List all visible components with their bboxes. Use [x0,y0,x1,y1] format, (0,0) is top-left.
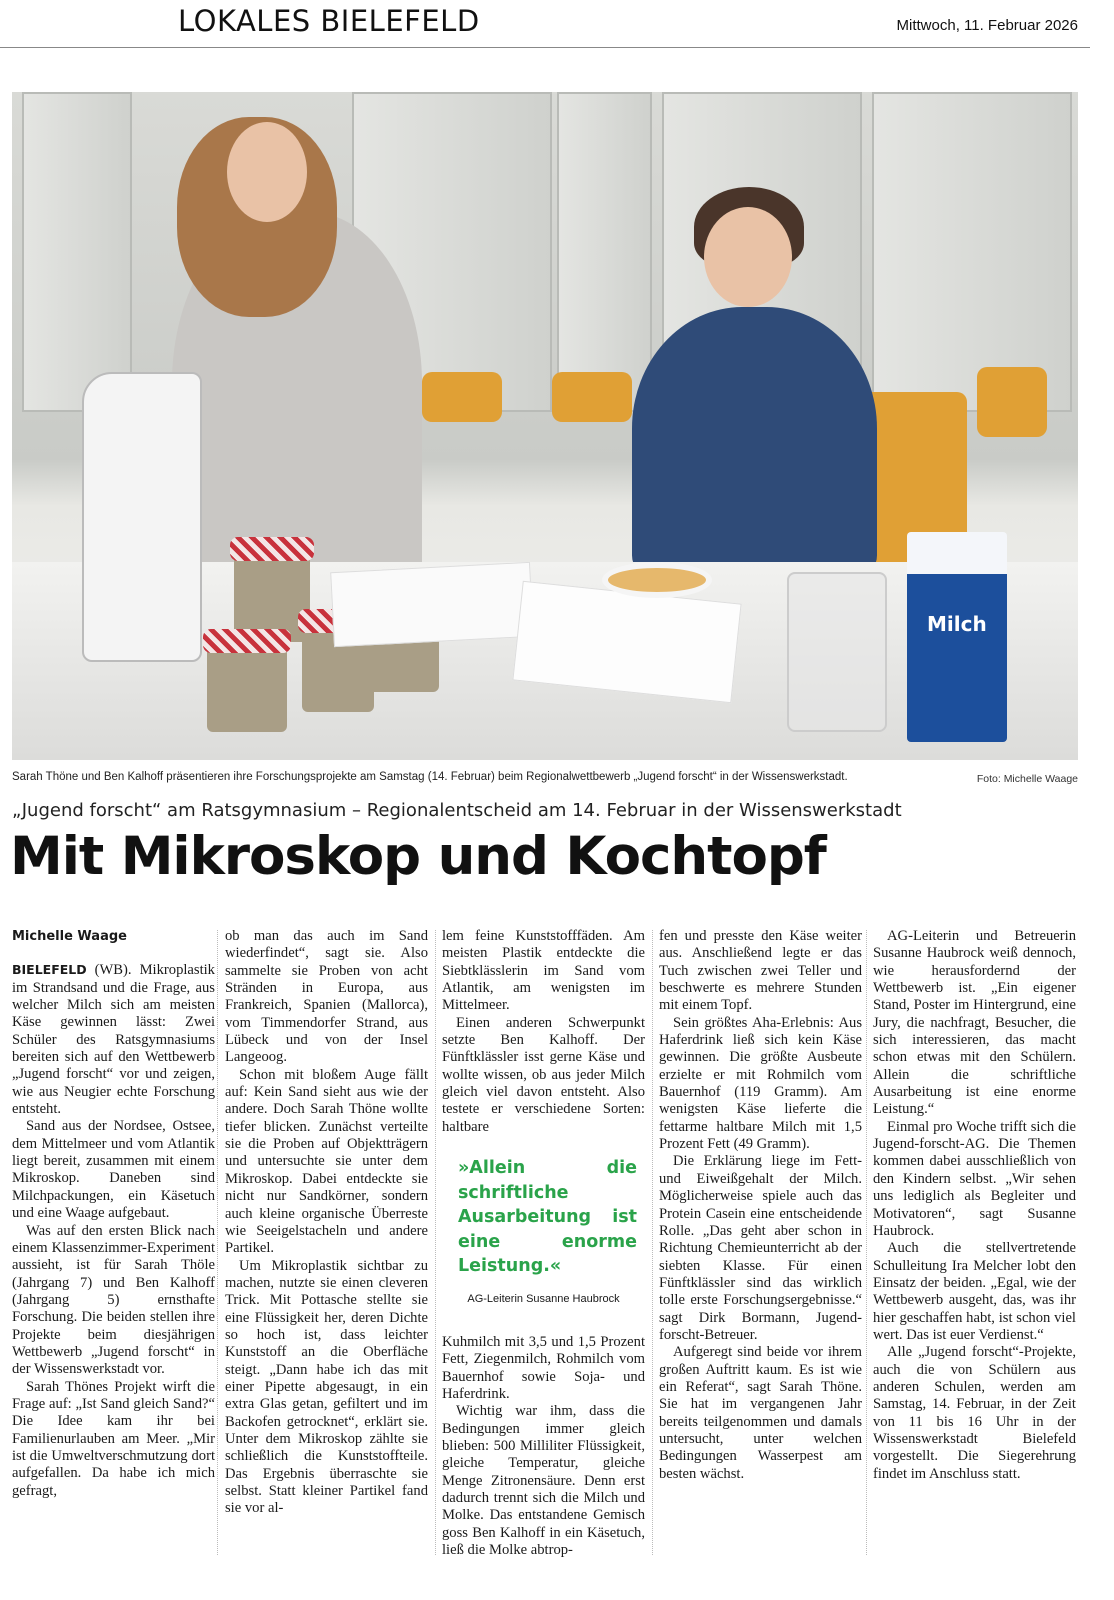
issue-date: Mittwoch, 11. Februar 2026 [896,17,1078,34]
page-header [0,0,1090,48]
paragraph: Wichtig war ihm, dass die Bedingungen immer gleich blieben: 500 Milliliter Flüssigkeit, gleiche Temperatur, gleiche Menge Zitronensäure. Denn erst dadurch trennt sich die Milch und Molke. Das entstandene Gemisch goss Ben Kalhoff in ein Käsetuch, ließ die Molke abtrop- [442,1403,645,1559]
paragraph: Kuhmilch mit 3,5 und 1,5 Prozent Fett, Ziegenmilch, Rohmilch vom Bauernhof sowie Soja- und Haferdrink. [442,1333,645,1402]
paragraph: Um Mikroplastik sichtbar zu machen, nutzte sie einen cleveren Trick. Mit Pottasche stellte sie eine Flüssigkeit her, deren Dichte so hoch ist, dass leichter Kunststoff an die Oberfläche steigt. „Dann habe ich das mit einer Pipette abgesaugt, in ein extra Glas getan, gefiltert und im Backofen getrocknet“, erklärt sie. Unter dem Mikroskop zählte sie schließlich die Kunststoffteile. Das Ergebnis überraschte sie selbst. Statt kleiner Partikel fand sie vor al- [225,1257,428,1517]
kicker: „Jugend forscht“ am Ratsgymnasium – Regionalentscheid am 14. Februar in der Wissenswerkstadt [12,800,902,821]
paragraph: BIELEFELD (WB). Mikroplastik im Strandsand und die Frage, aus welcher Milch sich am meisten Käse gewinnen lässt: Zwei Schüler des Ratsgymnasiums bereiten sich auf den Wettbewerb „Jugend forscht“ vor und zeigen, wie aus Neugier echte Forschung entsteht. [12,962,215,1118]
papers [330,562,534,647]
paragraph: Einmal pro Woche trifft sich die Jugend-forscht-AG. Die Themen kommen dabei ausschließlich von den Kindern selbst. „Wir sehen uns lediglich als Begleiter und Motivatoren“, sagt Susanne Haubrock. [873,1118,1076,1239]
paragraph: Was auf den ersten Blick nach einem Klassenzimmer-Experiment aussieht, ist für Sarah Thöle (Jahrgang 7) und Ben Kalhoff (Jahrgang 5) ernsthafte Forschung. Die beiden stellen ihre Projekte beim diesjährigen Wettbewerb „Jugend forscht“ in der Wissenswerkstadt vor. [12,1222,215,1378]
glass [787,572,887,732]
paragraph: Sein größtes Aha-Erlebnis: Aus Haferdrink ließ sich kein Käse gewinnen. Die größte Ausbeute erzielte er mit Rohmilch vom Bauernhof (119 Gramm). Am wenigsten Käse lieferte die fettarme haltbare Milch mit 1,5 Prozent Fett (49 Gramm). [659,1014,862,1153]
plate [602,562,712,598]
paragraph: fen und presste den Käse weiter aus. Anschließend legte er das Tuch zwischen zwei Teller und beschwerte es mehrere Stunden mit einem Topf. [659,928,862,1014]
author: Michelle Waage [12,929,127,944]
paragraph: Sarah Thönes Projekt wirft die Frage auf: „Ist Sand gleich Sand?“ Die Idee kam ihr bei Familienurlauben am Meer. „Mir ist die Umweltverschmutzung dort aufgefallen. Da habe ich mich gefragt, [12,1378,215,1499]
paragraph: Aufgeregt sind beide vor ihrem großen Auftritt kaum. Es ist wie ein Referat“, sagt Sarah Thöne. Sie hat im vergangenen Jahr bereits teilgenommen und damals untersucht, unter welchen Bedingungen Wasserpest am besten wächst. [659,1344,862,1482]
milk-carton: Milch [907,532,1007,742]
paragraph: Schon mit bloßem Auge fällt auf: Kein Sand sieht aus wie der andere. Doch Sarah Thöne wollte tiefer blicken. Zunächst verteilte sie die Proben auf Objektträgern und untersuchte sie unter dem Mikroskop. Dabei entdeckte sie nicht nur Sandkörner, sondern auch kleine organische Überreste wie Seeigelstacheln und andere Partikel. [225,1066,428,1257]
paragraph: lem feine Kunststofffäden. Am meisten Plastik entdeckte die Siebtklässlerin im Sand vom Atlantik, am wenigsten im Mittelmeer. [442,928,645,1014]
article-column-4 [659,928,862,1483]
article-photo [12,92,1078,760]
headline: Mit Mikroskop und Kochtopf [10,826,826,887]
paragraph: Alle „Jugend forscht“-Projekte, auch die von Schülern aus anderen Schulen, werden am Samstag, 14. Februar, in der Zeit von 11 bis 16 Uhr in der Wissenswerkstadt Bielefeld vorgestellt. Die Siegerehrung findet im Anschluss statt. [873,1344,1076,1482]
boy-figure [632,307,877,577]
article-column-3 [442,928,645,1559]
photo-credit: Foto: Michelle Waage [976,773,1078,785]
paragraph: Auch die stellvertretende Schulleitung Ira Melcher lobt den Einsatz der beiden. „Egal, wie der Wettbewerb ausgeht, das, was ihr hier geschaffen habt, ist schon viel wert. Das ist euer Verdienst.“ [873,1240,1076,1343]
photo-caption: Sarah Thöne und Ben Kalhoff präsentieren ihre Forschungsprojekte am Samstag (14. Februar) beim Regionalwettbewerb „Jugend forscht“ in der Wissenswerkstadt. [12,771,848,783]
microscope [82,372,202,662]
article-column-5 [873,928,1076,1483]
paragraph: ob man das auch im Sand wiederfindet“, sagt sie. Also sammelte sie Proben von acht Stränden in Europa, aus Frankreich, Spanien (Mallorca), vom Timmendorfer Strand, aus Lübeck und von der Insel Langeoog. [225,928,428,1066]
paragraph: Sand aus der Nordsee, Ostsee, dem Mittelmeer und vom Atlantik liegt bereit, zusammen mit einem Mikroskop. Daneben sind Milchpackungen, ein Käsetuch und eine Waage aufgebaut. [12,1118,215,1222]
paragraph: Einen anderen Schwerpunkt setzte Ben Kalhoff. Der Fünftklässler isst gerne Käse und wollte wissen, ob aus jeder Milch gleich viel davon entsteht. Also testete er verschiedene Sorten: haltbare [442,1014,645,1135]
dateline: BIELEFELD [12,962,87,978]
pull-quote-source: AG-Leiterin Susanne Haubrock [467,1292,620,1305]
article-column-2 [225,928,428,1518]
article-column-1 [12,928,215,1500]
paragraph: Die Erklärung liege im Fett- und Eiweißgehalt der Milch. Möglicherweise spiele auch das Protein Casein eine entscheidende Rolle. „Das geht aber schon in Richtung Chemieunterricht ab der siebten Klasse. Für einen Fünftklässler sind das wirklich tolle erste Forschungsergebnisse.“ sagt Dirk Bormann, Jugend-forscht-Betreuer. [659,1153,862,1343]
section-title: LOKALES BIELEFELD [178,4,480,38]
paragraph: AG-Leiterin und Betreuerin Susanne Haubrock weiß dennoch, wie herausfordernd der Wettbewerb ist. „Ein eigener Stand, Poster im Hintergrund, eine Jury, die nachfragt, Besucher, die sich interessieren, das macht schon etwas mit den Schülern. Allein die schriftliche Ausarbeitung ist eine enorme Leistung.“ [873,928,1076,1118]
pull-quote: »Allein die schriftliche Ausarbeitung ist eine enorme Leistung.« [458,1158,637,1277]
